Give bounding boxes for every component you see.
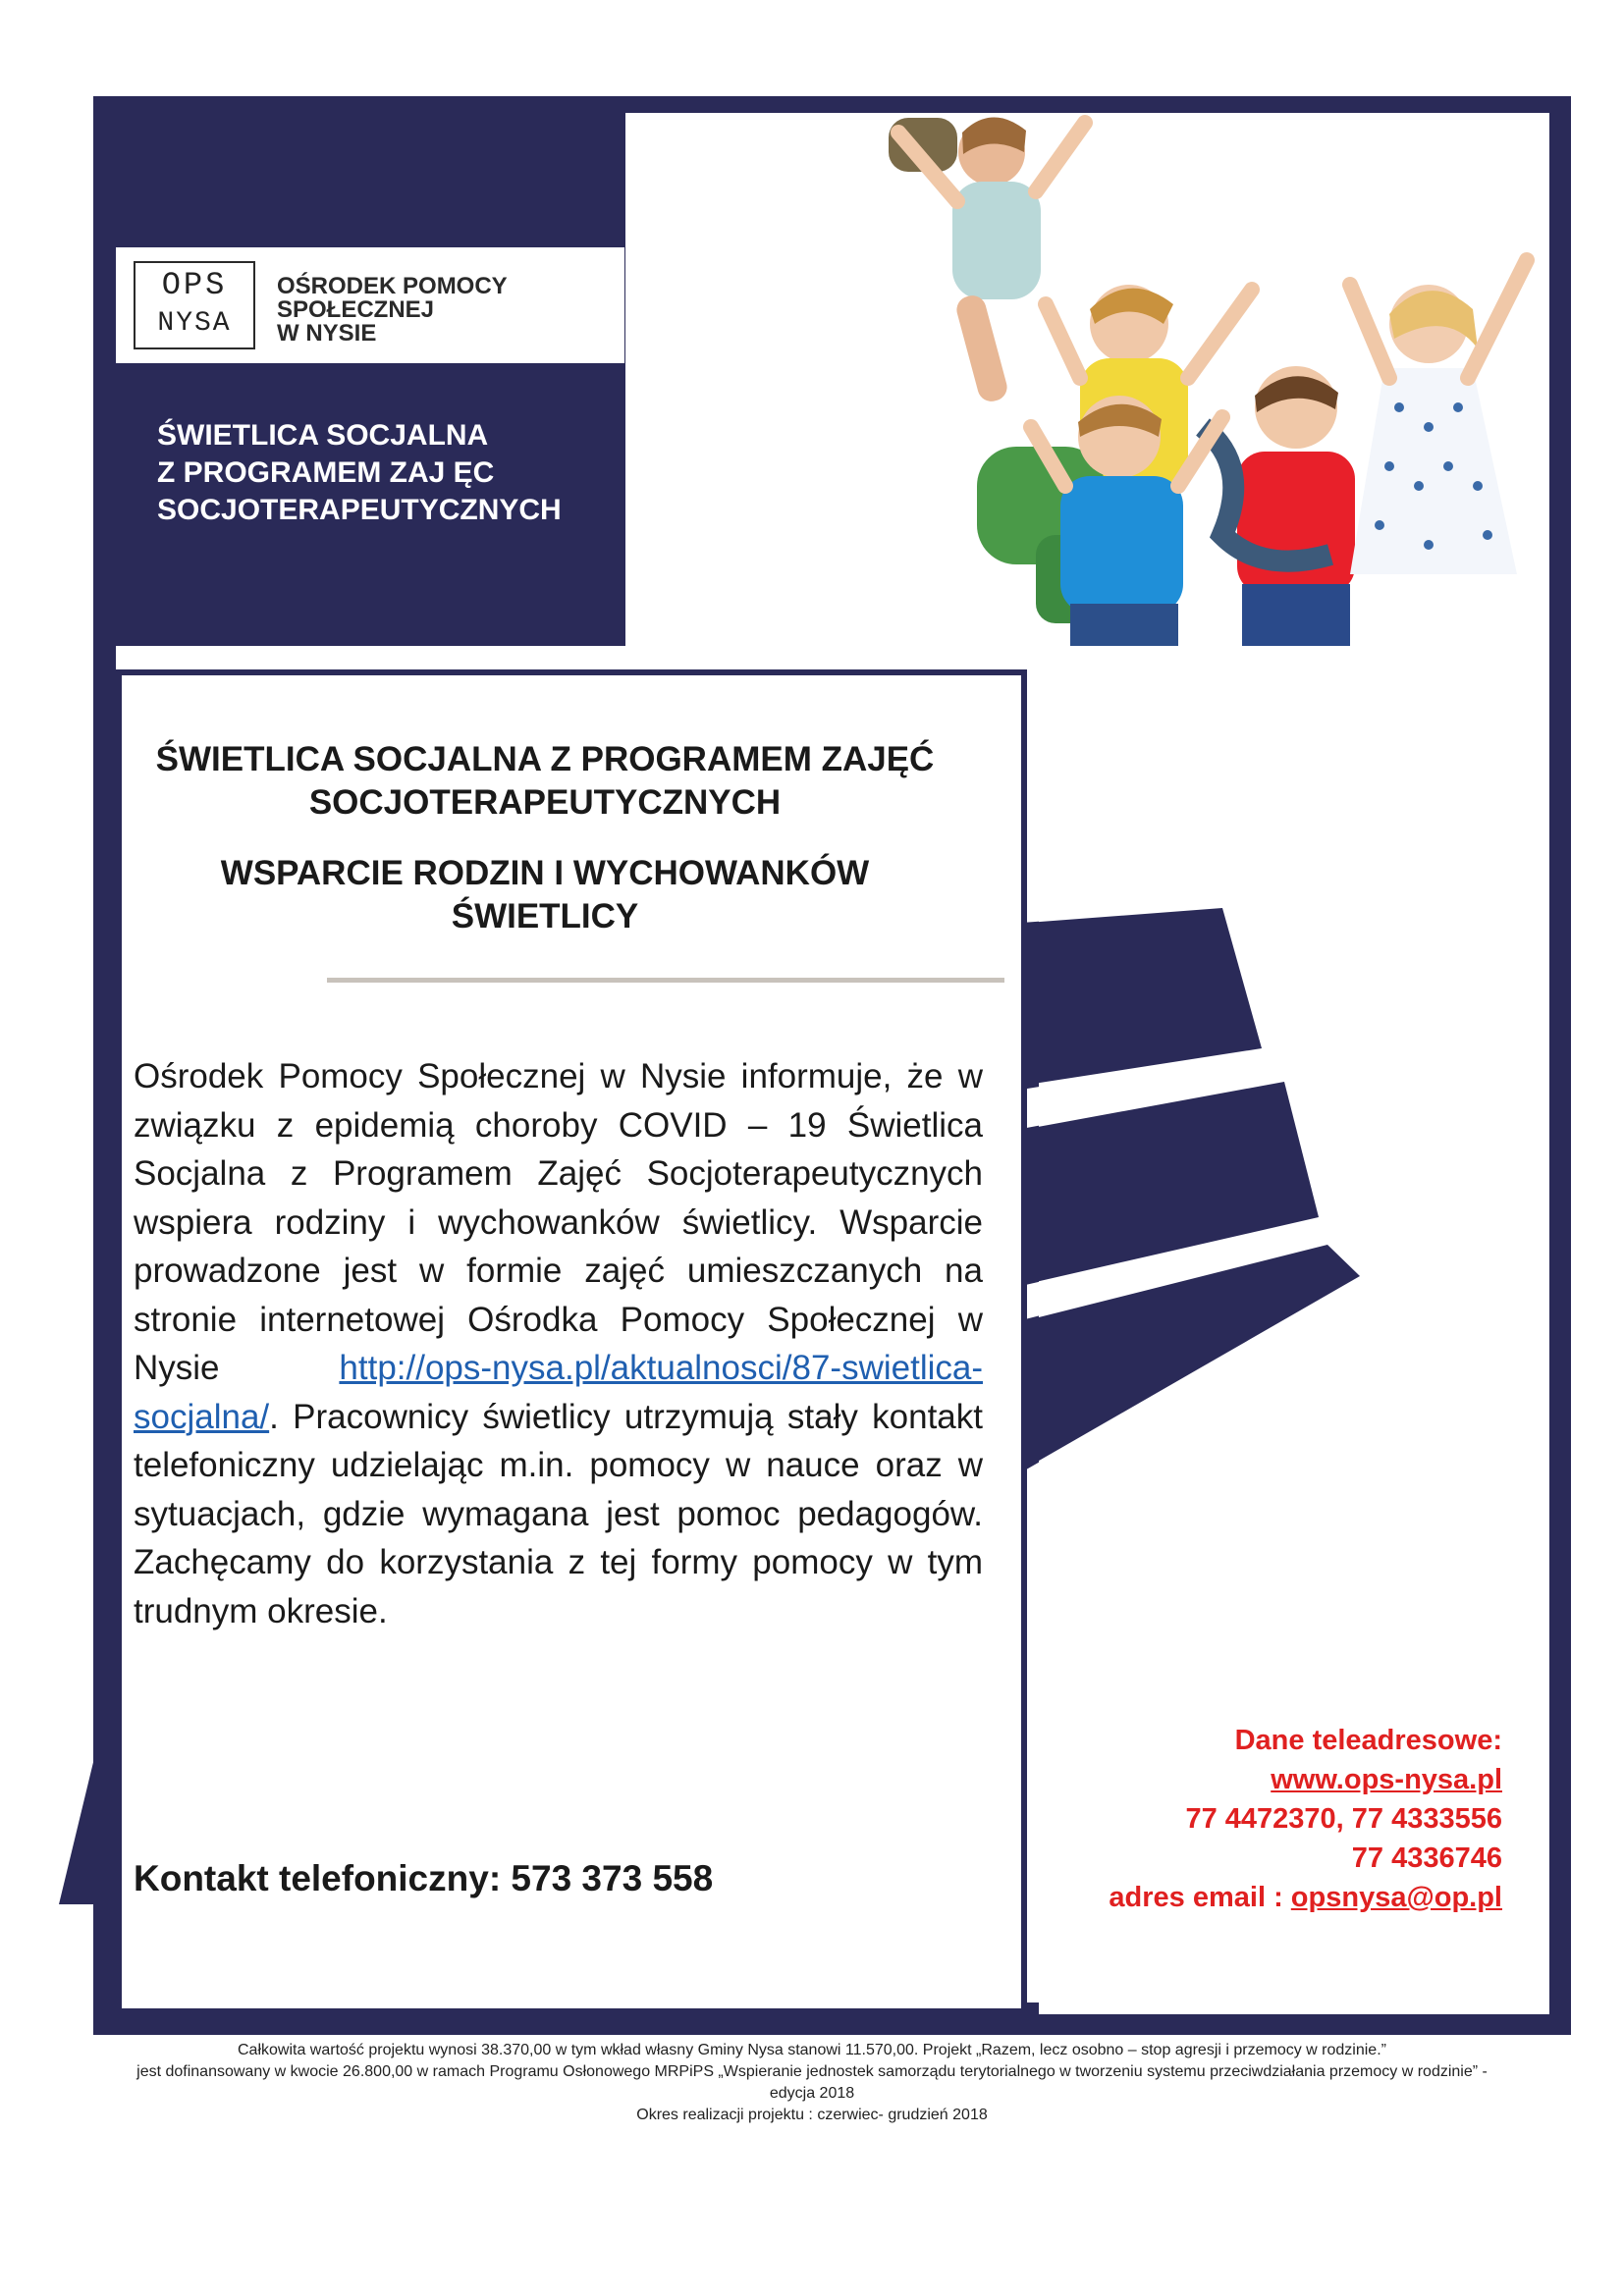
contact-title: Dane teleadresowe:: [1234, 1725, 1502, 1756]
body-text: [134, 1052, 983, 1635]
sub-heading: [128, 852, 962, 938]
contact-email-label: adres email :: [1109, 1882, 1291, 1913]
sub-heading-line2: ŚWIETLICY: [451, 897, 639, 935]
logo-mark-bottom: NYSA: [157, 308, 232, 339]
main-heading-line2: SOCJOTERAPEUTYCZNYCH: [308, 783, 782, 822]
body-text-part2: . Pracownicy świetlicy utrzymują stały kontakt telefoniczny udzielając m.in. pomocy w nauce oraz w sytuacjach, gdzie wymagana jest pomoc pedagogów. Zachęcamy do korzystania z tej formy pomocy w tym trudnym okresie.: [134, 1397, 983, 1630]
org-name-line2: SPOŁECZNEJ: [277, 296, 435, 323]
sub-heading-line1: WSPARCIE RODZIN I WYCHOWANKÓW: [220, 854, 870, 892]
banner-line1: ŚWIETLICA SOCJALNA: [157, 419, 489, 452]
contact-phones1: 77 4472370, 77 4333556: [1185, 1803, 1502, 1835]
footer: [0, 2040, 1624, 2126]
banner-line2: Z PROGRAMEM ZAJ ĘC: [157, 456, 495, 489]
body-link[interactable]: http://ops-nysa.pl/aktualnosci/87-swietlica-socjalna/: [134, 1349, 983, 1436]
banner-line3: SOCJOTERAPEUTYCZNYCH: [157, 494, 562, 526]
footer-line1: Całkowita wartość projektu wynosi 38.370,00 w tym wkład własny Gminy Nysa stanowi 11.570,00. Projekt „Razem, lecz osobno – stop agresji i przemocy w rodzinie.”: [238, 2042, 1386, 2058]
contact-block: [1031, 1721, 1502, 1917]
contact-phones2: 77 4336746: [1351, 1842, 1502, 1874]
org-name-line3: W NYSIE: [277, 320, 377, 347]
main-heading-line1: ŚWIETLICA SOCJALNA Z PROGRAMEM ZAJĘĆ: [155, 740, 935, 778]
main-heading: [128, 738, 962, 825]
footer-line4: Okres realizacji projektu : czerwiec- grudzień 2018: [636, 2107, 988, 2123]
contact-email-row: [1031, 1878, 1502, 1917]
body-text-part1: Ośrodek Pomocy Społecznej w Nysie informuje, że w związku z epidemią choroby COVID – 19 Świetlica Socjalna z Programem Zajęć Socjoterapeutycznych wspiera rodziny i wychowanków świetlicy. Wsparcie prowadzone jest w formie zajęć umieszczanych na stronie internetowej Ośrodka Pomocy Społecznej w Nysie: [134, 1057, 983, 1387]
logo-mark-top: OPS: [161, 267, 228, 303]
contact-website-link[interactable]: www.ops-nysa.pl: [1271, 1764, 1502, 1795]
contact-phone: Kontakt telefoniczny: 573 373 558: [134, 1858, 714, 1898]
org-name-line1: OŚRODEK POMOCY: [277, 273, 508, 299]
footer-line3: edycja 2018: [769, 2085, 855, 2102]
contact-email-link[interactable]: opsnysa@op.pl: [1290, 1882, 1502, 1913]
divider: [327, 978, 1004, 983]
footer-line2: jest dofinansowany w kwocie 26.800,00 w ramach Programu Osłonowego MRPiPS „Wspieranie jednostek samorządu terytorialnego w tworzeniu systemu przeciwdziałania przemocy w rodzinie” -: [136, 2063, 1488, 2080]
